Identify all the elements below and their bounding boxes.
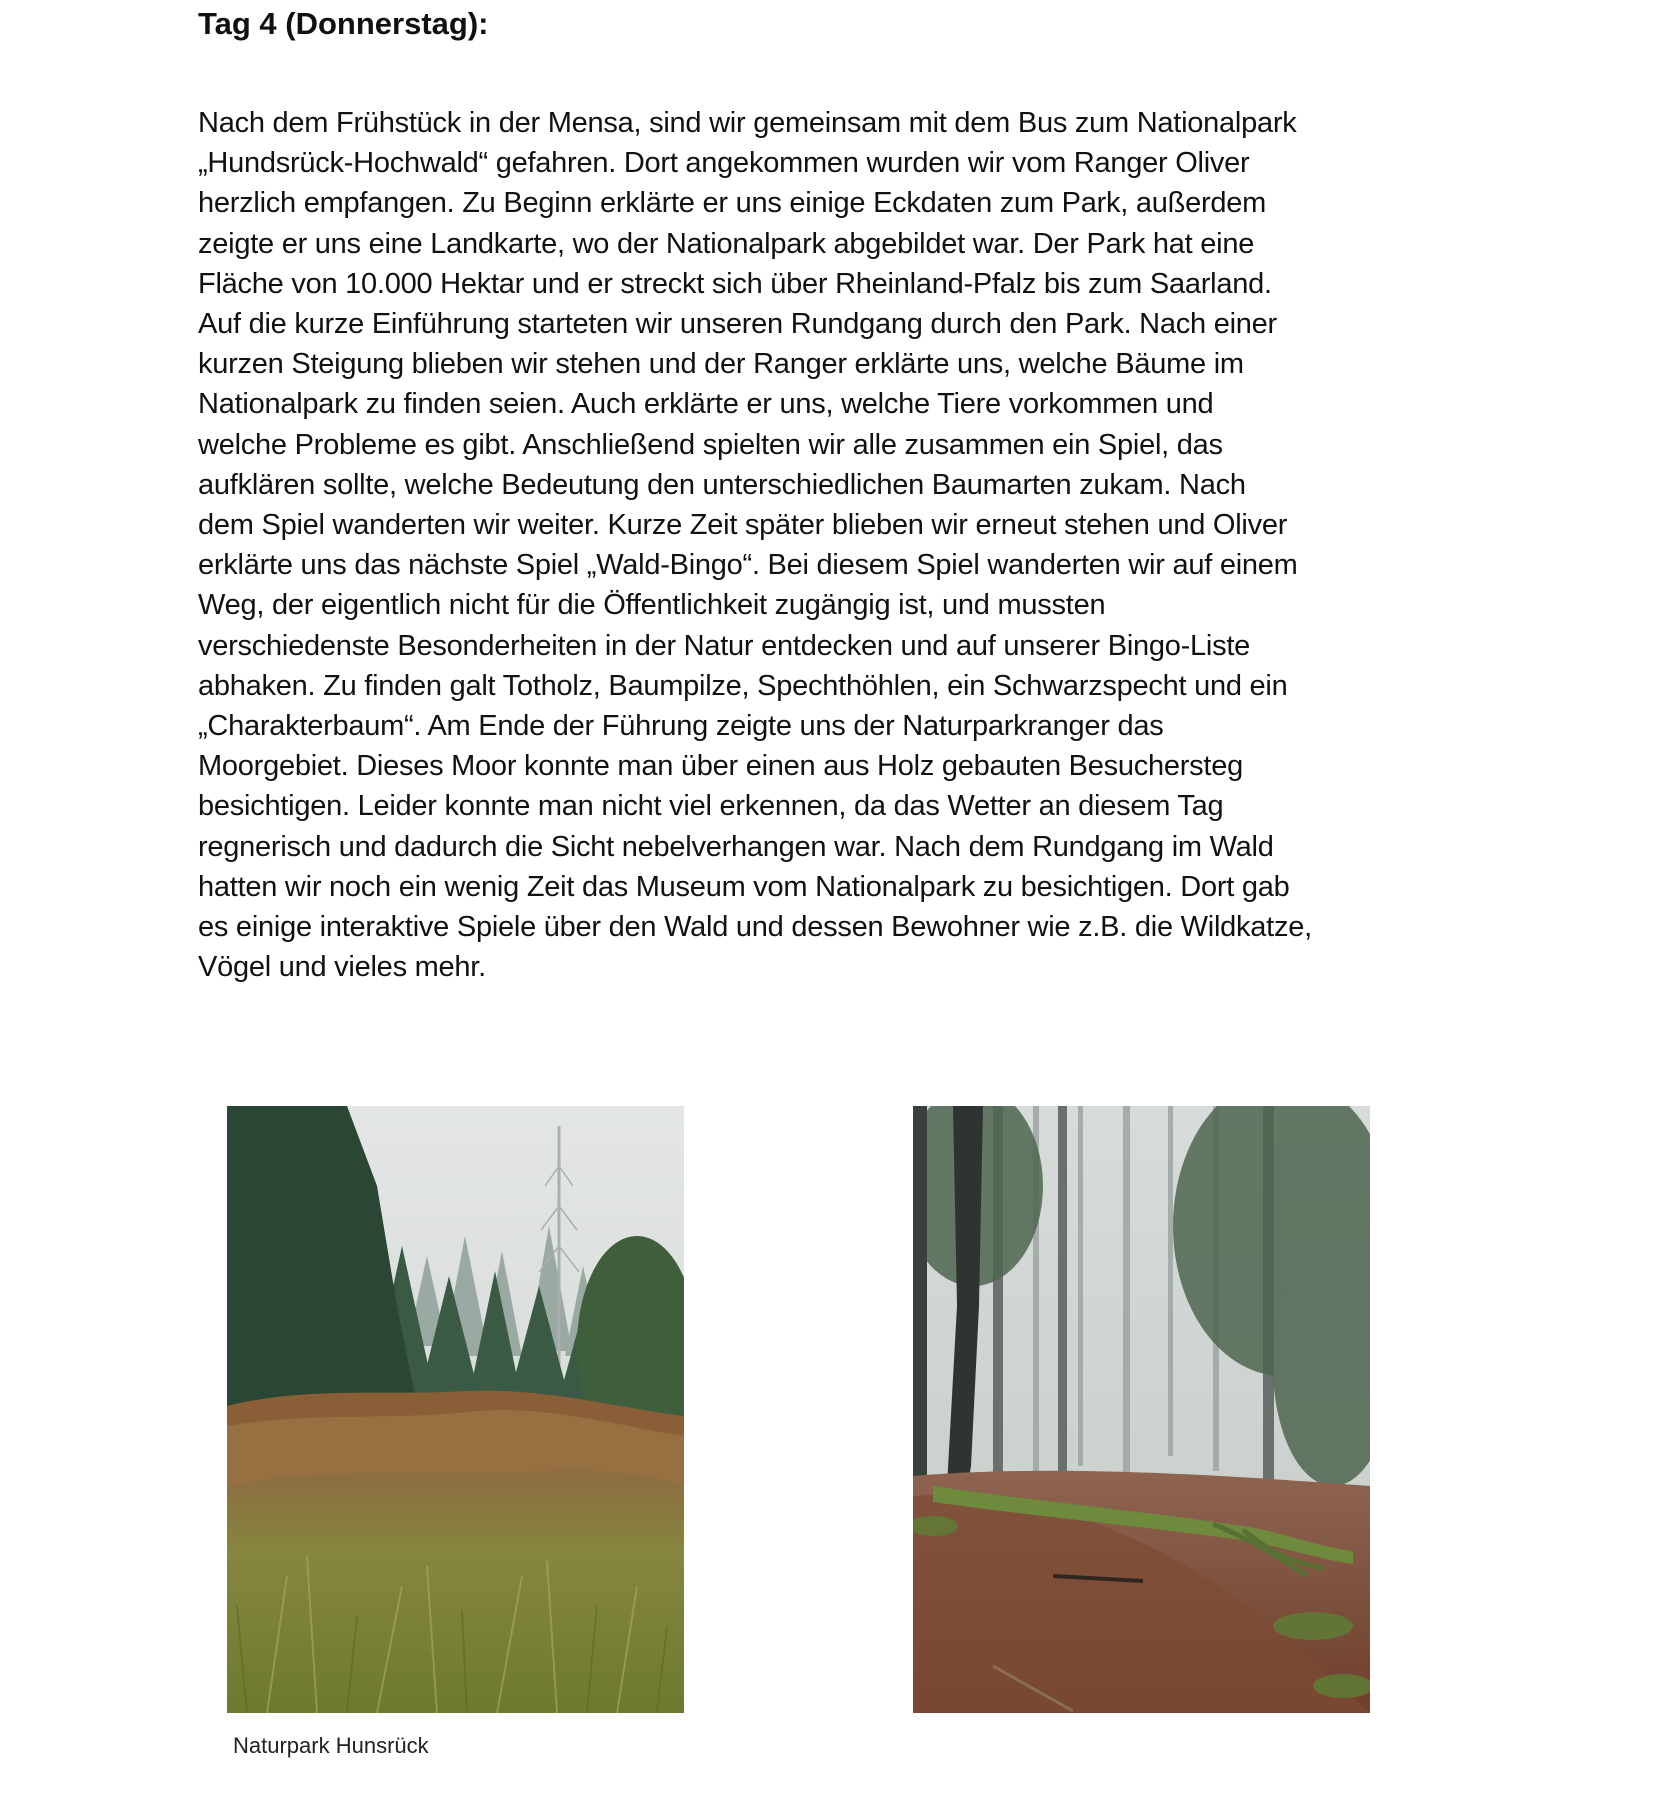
paragraph-line: „Charakterbaum“. Am Ende der Führung zeigte uns der Naturparkranger das [198, 710, 1164, 743]
paragraph-line: erklärte uns das nächste Spiel „Wald-Bingo“. Bei diesem Spiel wanderten wir auf einem [198, 549, 1298, 582]
heading: Tag 4 (Donnerstag): [198, 6, 489, 41]
paragraph-line: Vögel und vieles mehr. [198, 951, 486, 984]
paragraph-line: zeigte er uns eine Landkarte, wo der Nationalpark abgebildet war. Der Park hat eine [198, 227, 1255, 260]
forest-path-photo [913, 1106, 1370, 1713]
paragraph-line: „Hundsrück-Hochwald“ gefahren. Dort angekommen wurden wir vom Ranger Oliver [198, 147, 1250, 180]
paragraph-line: kurzen Steigung blieben wir stehen und der Ranger erklärte uns, welche Bäume im [198, 348, 1244, 381]
paragraph-line: hatten wir noch ein wenig Zeit das Museum vom Nationalpark zu besichtigen. Dort gab [198, 870, 1290, 903]
paragraph-line: abhaken. Zu finden galt Totholz, Baumpilze, Spechthöhlen, ein Schwarzspecht und ein [198, 669, 1288, 702]
paragraph-line: dem Spiel wanderten wir weiter. Kurze Zeit später blieben wir erneut stehen und Oliver [198, 509, 1288, 542]
moorland-photo [227, 1106, 684, 1713]
paragraph-line: aufklären sollte, welche Bedeutung den unterschiedlichen Baumarten zukam. Nach [198, 468, 1246, 501]
paragraph-line: besichtigen. Leider konnte man nicht viel erkennen, da das Wetter an diesem Tag [198, 790, 1224, 823]
paragraph-line: Weg, der eigentlich nicht für die Öffentlichkeit zugängig ist, und mussten [198, 589, 1106, 622]
paragraph-line: welche Probleme es gibt. Anschließend spielten wir alle zusammen ein Spiel, das [198, 428, 1223, 461]
photo-caption: Naturpark Hunsrück [233, 1733, 429, 1758]
paragraph-line: Moorgebiet. Dieses Moor konnte man über einen aus Holz gebauten Besuchersteg [198, 750, 1243, 783]
paragraph-line: verschiedenste Besonderheiten in der Natur entdecken und auf unserer Bingo-Liste [198, 629, 1251, 662]
paragraph-line: es einige interaktive Spiele über den Wald und dessen Bewohner wie z.B. die Wildkatze, [198, 911, 1312, 944]
body-paragraph [198, 103, 1458, 987]
paragraph-line: herzlich empfangen. Zu Beginn erklärte er uns einige Eckdaten zum Park, außerdem [198, 187, 1267, 220]
paragraph-line: Nach dem Frühstück in der Mensa, sind wir gemeinsam mit dem Bus zum Nationalpark [198, 107, 1297, 139]
paragraph-line: Fläche von 10.000 Hektar und er streckt sich über Rheinland-Pfalz bis zum Saarland. [198, 267, 1272, 300]
paragraph-line: regnerisch und dadurch die Sicht nebelverhangen war. Nach dem Rundgang im Wald [198, 830, 1274, 863]
paragraph-line: Auf die kurze Einführung starteten wir unseren Rundgang durch den Park. Nach einer [198, 308, 1277, 341]
paragraph-line: Nationalpark zu finden seien. Auch erklärte er uns, welche Tiere vorkommen und [198, 388, 1214, 421]
